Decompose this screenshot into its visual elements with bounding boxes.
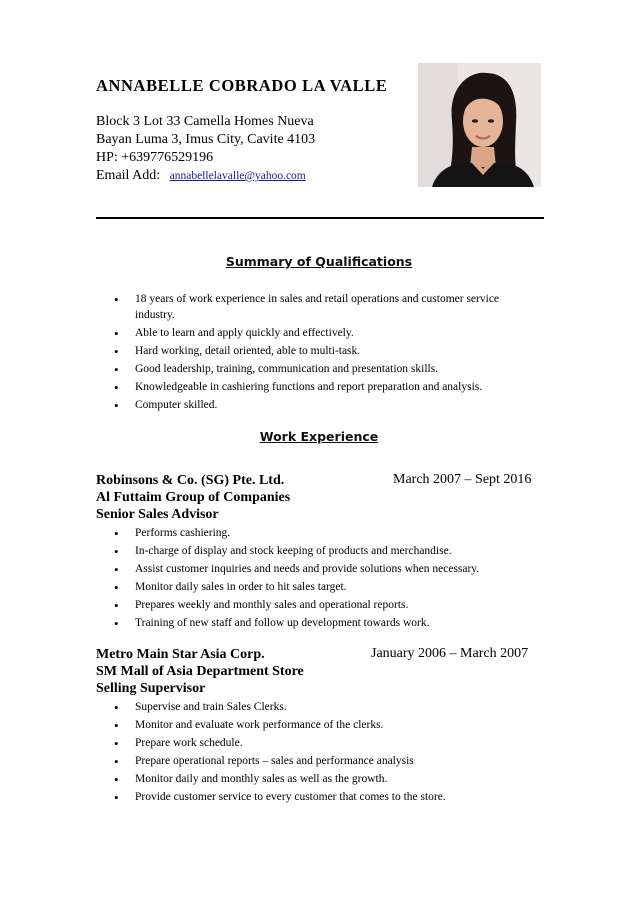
applicant-name: ANNABELLE COBRADO LA VALLE [96, 76, 388, 95]
duty-item: • Monitor daily and monthly sales as well as the growth. [112, 772, 542, 788]
duty-item: • Provide customer service to every customer that comes to the store. [112, 790, 542, 806]
summary-item: • Computer skilled. [112, 398, 512, 414]
duty-item: • Supervise and train Sales Clerks. [112, 700, 542, 716]
duty-item: • Monitor daily sales in order to hit sales target. [112, 580, 542, 596]
contact-block [96, 113, 315, 185]
summary-item: • Able to learn and apply quickly and effectively. [112, 326, 512, 342]
job-position: Selling Supervisor [96, 681, 206, 696]
summary-item: • 18 years of work experience in sales and retail operations and customer service industry. [112, 292, 512, 323]
experience-heading: Work Experience [259, 429, 379, 444]
duty-item: • Monitor and evaluate work performance of the clerks. [112, 718, 542, 734]
header-divider [96, 217, 544, 219]
job-dates: March 2007 – Sept 2016 [393, 472, 532, 487]
summary-item: • Good leadership, training, communication and presentation skills. [112, 362, 512, 378]
duty-item: • Prepare work schedule. [112, 736, 542, 752]
duty-item: • Prepare operational reports – sales and performance analysis [112, 754, 542, 770]
email-row [96, 167, 315, 185]
summary-heading: Summary of Qualifications [225, 254, 413, 269]
duty-item: • Prepares weekly and monthly sales and operational reports. [112, 598, 542, 614]
job-company: Robinsons & Co. (SG) Pte. Ltd. [96, 473, 285, 488]
job-group: SM Mall of Asia Department Store [96, 664, 304, 679]
summary-item: • Knowledgeable in cashiering functions and report preparation and analysis. [112, 380, 512, 396]
address-line-1: Block 3 Lot 33 Camella Homes Nueva [96, 114, 314, 129]
job-position: Senior Sales Advisor [96, 507, 219, 522]
duty-item: • Assist customer inquiries and needs and provide solutions when necessary. [112, 562, 542, 578]
summary-item: • Hard working, detail oriented, able to multi-task. [112, 344, 512, 360]
duty-item: • Performs cashiering. [112, 526, 542, 542]
job-group: Al Futtaim Group of Companies [96, 490, 291, 505]
duty-item: • In-charge of display and stock keeping of products and merchandise. [112, 544, 542, 560]
job-duties-list [112, 700, 542, 808]
address-line-2: Bayan Luma 3, Imus City, Cavite 4103 [96, 132, 316, 147]
email-label: Email Add: [96, 168, 161, 183]
job-company: Metro Main Star Asia Corp. [96, 647, 265, 662]
duty-item: • Training of new staff and follow up development towards work. [112, 616, 542, 632]
portrait-image [418, 63, 541, 187]
summary-list [112, 292, 512, 416]
job-dates: January 2006 – March 2007 [371, 646, 529, 661]
phone-number: HP: +639776529196 [96, 150, 214, 165]
job-duties-list [112, 526, 542, 634]
profile-photo [418, 63, 541, 187]
email-link[interactable]: annabellelavalle@yahoo.com [169, 170, 306, 182]
